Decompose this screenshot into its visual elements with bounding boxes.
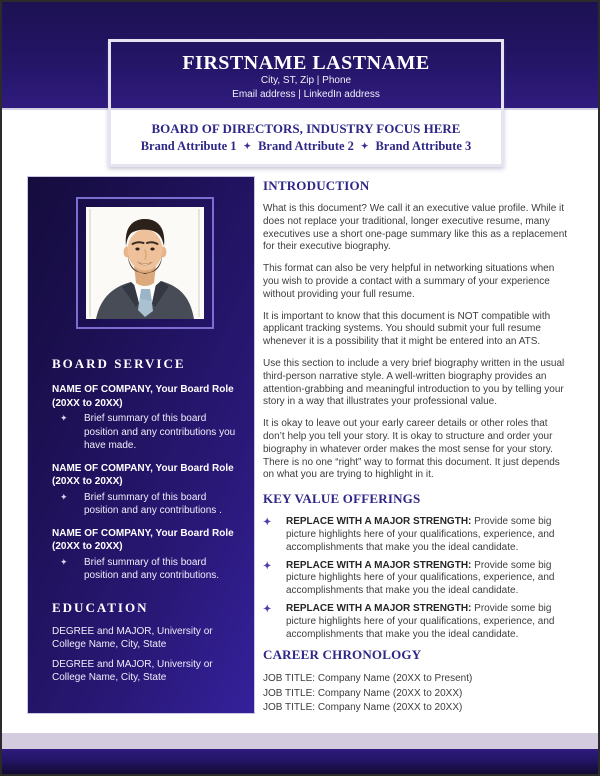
intro-paragraph: This format can also be very helpful in networking situations when you wish to provide a contact with a summary of your experience without providing your full resume. xyxy=(263,263,555,300)
list-item xyxy=(52,556,238,583)
bullet-text: Brief summary of this board position and any contributions . xyxy=(84,491,222,516)
key-value-lead: REPLACE WITH A MAJOR STRENGTH: xyxy=(286,516,472,528)
education-entry: DEGREE and MAJOR, University or College Name, City, State xyxy=(52,658,213,683)
sidebar xyxy=(27,176,255,714)
job-line: JOB TITLE: Company Name (20XX to Present) xyxy=(263,673,473,685)
footer-lavender-band xyxy=(2,733,598,749)
intro-paragraph: It is important to know that this document is NOT compatible with applicant tracking systems. You should submit your full resume whenever it is a possibility that it might be entered into an ATS. xyxy=(263,310,551,348)
board-service-list xyxy=(52,383,238,583)
portrait-photo-frame xyxy=(76,197,214,329)
board-title: BOARD OF DIRECTORS, INDUSTRY FOCUS HERE xyxy=(151,121,461,137)
star-bullet-icon: ✦ xyxy=(60,556,68,567)
education-list xyxy=(52,625,238,685)
brand-attributes-line xyxy=(111,138,501,154)
key-value-lead: REPLACE WITH A MAJOR STRENGTH: xyxy=(286,602,472,614)
bullet-text: Brief summary of this board position and any contributions you have made. xyxy=(84,413,236,451)
bullet-text: Brief summary of this board position and any contributions. xyxy=(84,556,220,581)
main-content xyxy=(263,178,568,716)
key-value-text xyxy=(286,516,568,554)
key-value-text xyxy=(286,560,568,598)
education-heading: EDUCATION xyxy=(52,599,149,615)
brand-attribute: Brand Attribute 3 xyxy=(375,138,472,153)
star-bullet-icon: ✦ xyxy=(60,413,68,423)
key-value-item xyxy=(263,516,568,554)
diamond-separator-icon: ✦ xyxy=(243,140,252,151)
intro-paragraph: What is this document? We call it an executive value profile. While it does not replace your traditional, longer executive resume, many executives use a short one-page summary like this as a replacement for their executive biography. xyxy=(263,203,568,253)
contact-line-1: City, ST, Zip | Phone xyxy=(260,75,352,86)
footer-blue-band xyxy=(2,749,598,774)
star-bullet-icon: ✦ xyxy=(60,491,68,502)
key-value-body: Provide some big picture highlights here of your qualifications, experience, and accomplishments that make you the ideal candidate. xyxy=(286,602,555,640)
board-service-heading: BOARD SERVICE xyxy=(52,356,186,371)
diamond-separator-icon: ✦ xyxy=(360,140,369,151)
board-title-block xyxy=(111,111,501,164)
star-bullet-icon: ✦ xyxy=(263,517,272,529)
key-value-item xyxy=(263,603,568,641)
portrait-photo xyxy=(86,207,204,319)
board-service-entry xyxy=(52,462,238,518)
header-box xyxy=(108,39,504,167)
brand-attribute: Brand Attribute 2 xyxy=(258,138,354,153)
board-service-entry xyxy=(52,383,238,453)
list-item xyxy=(52,412,238,453)
education-entry: DEGREE and MAJOR, University or College Name, City, State xyxy=(52,625,213,650)
intro-paragraph: Use this section to include a very brief biography written in the usual third-person narrative style. A well-written biography provides an attention-grabbing and meaningful introduction to you by telling your story in a way that illustrates your professional value. xyxy=(263,357,565,408)
name-block xyxy=(111,42,501,111)
key-value-text xyxy=(286,603,568,641)
star-bullet-icon: ✦ xyxy=(263,560,272,572)
job-line: JOB TITLE: Company Name (20XX to 20XX) xyxy=(263,687,463,699)
company-title: NAME OF COMPANY, Your Board Role (20XX to 20XX) xyxy=(52,462,234,487)
person-name: FIRSTNAME LASTNAME xyxy=(182,52,430,74)
intro-paragraph: It is okay to leave out your early career details or other roles that don’t help you tell your story. It is okay to structure and order your biography in whatever order makes the most sense for your story. There is no one “right” way to format this document. It just depends on what you are trying to highlight in it. xyxy=(263,418,560,481)
job-line: JOB TITLE: Company Name (20XX to 20XX) xyxy=(263,702,463,714)
contact-line-2: Email address | LinkedIn address xyxy=(232,88,380,100)
key-value-body: Provide some big picture highlights here of your qualifications, experience, and accomplishments that make you the ideal candidate. xyxy=(286,516,555,553)
star-bullet-icon: ✦ xyxy=(263,603,272,615)
brand-attribute: Brand Attribute 1 xyxy=(140,138,237,153)
list-item xyxy=(52,491,238,518)
key-value-item xyxy=(263,560,568,598)
career-chronology-heading: CAREER CHRONOLOGY xyxy=(263,647,422,663)
company-title: NAME OF COMPANY, Your Board Role (20XX to 20XX) xyxy=(52,527,234,552)
key-value-offerings-heading: KEY VALUE OFFERINGS xyxy=(263,491,421,507)
board-service-entry xyxy=(52,527,238,583)
key-value-body: Provide some big picture highlights here of your qualifications, experience, and accomplishments that make you the ideal candidate. xyxy=(286,559,555,597)
key-value-lead: REPLACE WITH A MAJOR STRENGTH: xyxy=(286,559,472,571)
company-title: NAME OF COMPANY, Your Board Role (20XX to 20XX) xyxy=(52,384,234,409)
introduction-heading: INTRODUCTION xyxy=(263,178,370,193)
